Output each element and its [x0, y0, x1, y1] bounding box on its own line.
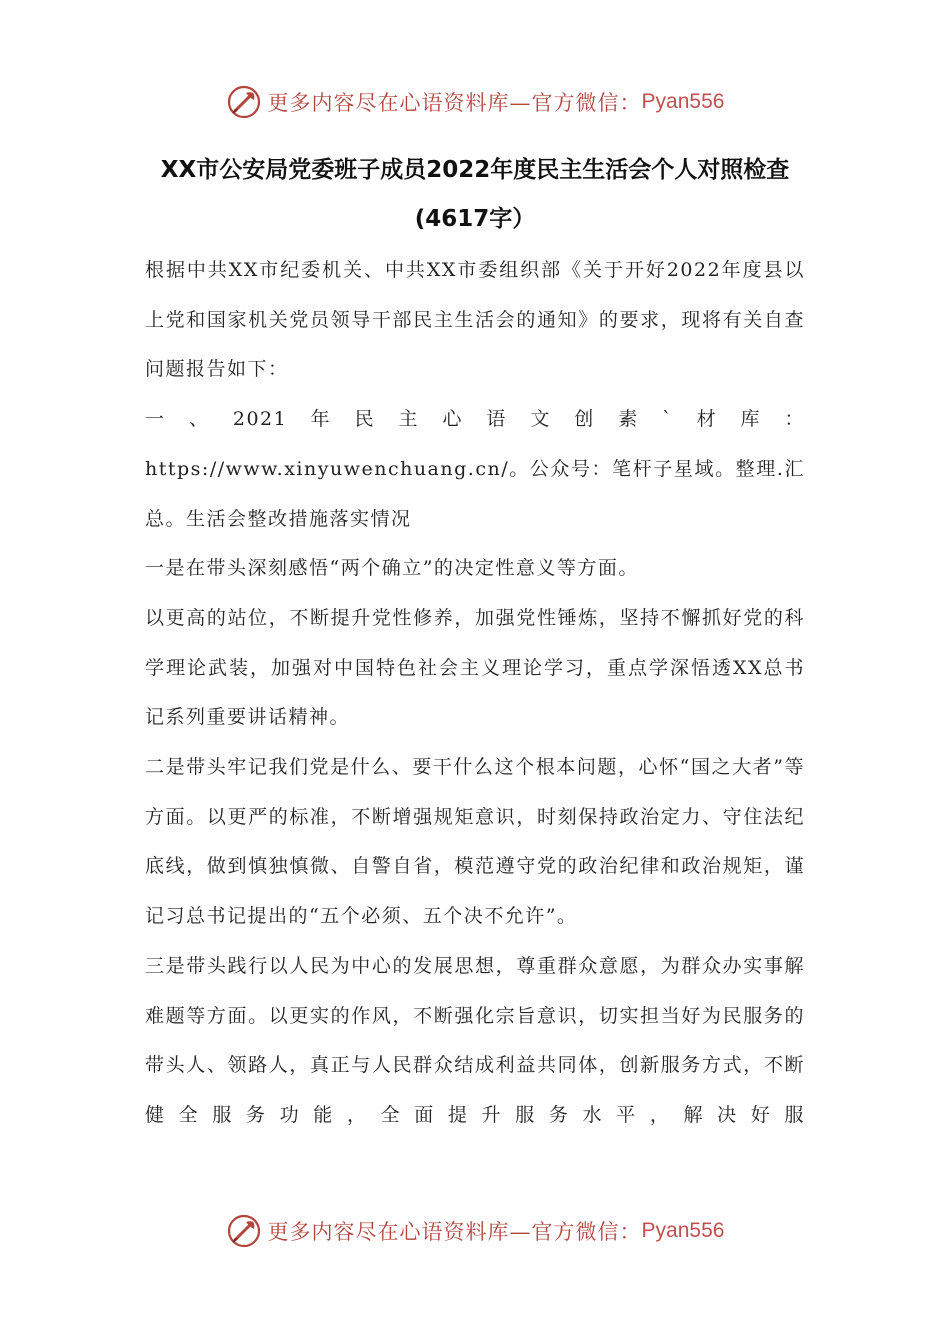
paragraph: 一、2021年民主心语文创素`材库：https://www.xinyuwenchuang.cn/。公众号：笔杆子星域。整理.汇总。生活会整改措施落实情况	[145, 408, 805, 530]
banner-text: 更多内容尽在心语资料库—官方微信：	[267, 1220, 642, 1244]
wechat-id: Pyan556	[641, 1219, 725, 1242]
wechat-id: Pyan556	[641, 90, 725, 113]
footer-banner	[0, 1207, 950, 1255]
paragraph: 二是带头牢记我们党是什么、要干什么这个根本问题，心怀“国之大者”等方面。以更严的标准，不断增强规矩意识，时刻保持政治定力、守住法纪底线，做到慎独慎微、自警自省，模范遵守党的政治纪律和政治规矩，谨记习总书记提出的“五个必须、五个决不允许”。	[145, 756, 805, 928]
paragraph: 一是在带头深刻感悟“两个确立”的决定性意义等方面。	[145, 557, 639, 580]
document-title: XX市公安局党委班子成员2022年度民主生活会个人对照检查(4617字）	[160, 157, 790, 232]
paragraph: 根据中共XX市纪委机关、中共XX市委组织部《关于开好2022年度县以上党和国家机关党员领导干部民主生活会的通知》的要求，现将有关自查问题报告如下：	[145, 259, 805, 381]
quill-pen-logo-icon	[226, 84, 262, 120]
paragraph: 三是带头践行以人民为中心的发展思想，尊重群众意愿，为群众办实事解难题等方面。以更实的作风，不断强化宗旨意识，切实担当好为民服务的带头人、领路人，真正与人民群众结成利益共同体，创新服务方式，不断健全服务功能，全面提升服务水平，解决好服	[145, 954, 805, 1126]
document-body	[145, 246, 805, 1141]
header-banner	[0, 78, 950, 126]
banner-text: 更多内容尽在心语资料库—官方微信：	[267, 91, 642, 115]
quill-pen-logo-icon	[226, 1213, 262, 1249]
paragraph: 以更高的站位，不断提升党性修养，加强党性锤炼，坚持不懈抓好党的科学理论武装，加强对中国特色社会主义理论学习，重点学深悟透XX总书记系列重要讲话精神。	[145, 606, 805, 729]
